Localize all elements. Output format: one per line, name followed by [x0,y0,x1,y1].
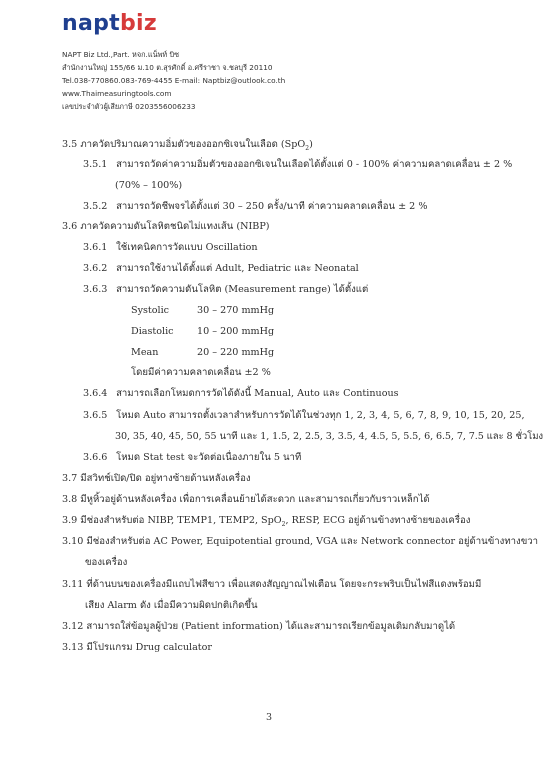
section-continuation: ของเครื่อง [85,557,128,568]
company-tax-id: เลขประจำตัวผู้เสียภาษี 0203556006233 [62,102,196,111]
section-heading: ภาควัดความดันโลหิตชนิดไม่แทงเส้น (NIBP) [80,221,270,232]
item-text: สามารถวัดความดันโลหิต (Measurement range) ได้ตั้งแต่ [116,284,369,295]
spec-section-3-5: 3.5 ภาควัดปริมาณความอิ่มตัวของออกซิเจนในเลือด (SpO$_2$) [62,139,313,152]
range-label-mean: Mean [131,347,159,358]
range-label-diastolic: Diastolic [131,326,174,337]
company-website: www.Thaimeasuringtools.com [62,89,172,98]
item-text: สามารถวัดค่าความอิ่มตัวของออกซิเจนในเลือดได้ตั้งแต่ 0 - 100% ค่าความคลาดเคลื่อน ± 2 % [116,159,513,170]
spec-item-3-6-3 [83,285,368,295]
item-text: สามารถเลือกโหมดการวัดได้ดังนี้ Manual, Auto และ Continuous [116,388,399,399]
spec-item-3-6-5 [83,411,525,421]
item-number: 3.6.4 [83,388,108,399]
range-value-systolic: 30 – 270 mmHg [197,305,275,316]
spec-item-3-6-4 [83,389,399,399]
item-text: ใช้เทคนิคการวัดแบบ Oscillation [116,242,258,253]
item-continuation: 30, 35, 40, 45, 50, 55 นาที และ 1, 1.5, 2, 2.5, 3, 3.5, 4, 4.5, 5, 5.5, 6, 6.5, 7, 7.5 และ 8 ชั่วโมง [115,431,544,442]
subscript: 2 [305,144,310,152]
item-continuation: (70% – 100%) [115,180,183,191]
range-value-diastolic: 10 – 200 mmHg [197,326,275,337]
spec-section-3-6 [62,222,270,232]
section-number: 3.5 [62,139,78,150]
tolerance-note: โดยมีค่าความคลาดเคลื่อน ±2 % [131,367,271,378]
item-number: 3.6.5 [83,410,108,421]
spec-section-3-12: 3.12 สามารถใส่ข้อมูลผู้ป่วย (Patient information) ได้และสามารถเรียกข้อมูลเดิมกลับมาดูได้ [62,621,456,632]
section-number: 3.6 [62,221,78,232]
spec-section-3-11: 3.11 ที่ด้านบนของเครื่องมีแถบไฟสีขาว เพื่อแสดงสัญญาณไฟเตือน โดยจะกระพริบเป็นไฟสีแดงพร้อมมี [62,579,482,590]
spec-item-3-6-1 [83,243,258,253]
section-continuation: เสียง Alarm ดัง เมื่อมีความผิดปกติเกิดขึ้น [85,600,258,611]
spec-section-3-10: 3.10 มีช่องสำหรับต่อ AC Power, Equipotential ground, VGA และ Network connector อยู่ด้านข้างทางขวา [62,536,539,547]
page-number: 3 [266,712,273,723]
range-value-mean: 20 – 220 mmHg [197,347,275,358]
spec-section-3-9: 3.9 มีช่องสำหรับต่อ NIBP, TEMP1, TEMP2, SpO$_2$, RESP, ECG อยู่ด้านข้างทางซ้ายของเครื่อง [62,515,471,528]
spec-item-3-5-2 [83,202,427,212]
company-address: สำนักงานใหญ่ 155/66 ม.10 ต.สุรศักดิ์ อ.ศรีราชา จ.ชลบุรี 20110 [62,63,273,72]
company-name: NAPT Biz Ltd.,Part. หจก.แน็พท์ บิซ [62,50,180,59]
spec-item-3-6-2 [83,264,359,274]
item-text: โหมด Auto สามารถตั้งเวลาสำหรับการวัดได้ในช่วงทุก 1, 2, 3, 4, 5, 6, 7, 8, 9, 10, 15, 20, 25, [116,410,525,421]
spec-item-3-5-1 [83,160,512,170]
item-text: โหมด Stat test จะวัดต่อเนื่องภายใน 5 นาที [116,452,302,463]
section-heading: ภาควัดปริมาณความอิ่มตัวของออกซิเจนในเลือด (SpO [80,139,306,150]
item-text: สามารถวัดชีพจรได้ตั้งแต่ 30 – 250 ครั้ง/นาที ค่าความคลาดเคลื่อน ± 2 % [116,201,428,212]
item-number: 3.6.1 [83,242,108,253]
spec-item-3-6-6 [83,453,301,463]
spec-section-3-8: 3.8 มีหูหิ้วอยู่ด้านหลังเครื่อง เพื่อการเคลื่อนย้ายได้สะดวก และสามารถเกี่ยวกับราวเหล็กได้ [62,494,430,505]
company-logo: naptbiz [62,11,157,36]
company-contact: Tel.038-770860.083-769-4455 E-mail: Naptbiz@outlook.co.th [62,76,286,85]
item-number: 3.6.2 [83,263,108,274]
item-number: 3.6.3 [83,284,108,295]
range-label-systolic: Systolic [131,305,170,316]
spec-section-3-13: 3.13 มีโปรแกรม Drug calculator [62,642,213,653]
subscript: 2 [281,520,286,528]
item-number: 3.5.1 [83,159,108,170]
spec-section-3-7: 3.7 มีสวิทช์เปิด/ปิด อยู่ทางซ้ายด้านหลังเครื่อง [62,473,251,484]
item-number: 3.6.6 [83,452,108,463]
item-number: 3.5.2 [83,201,108,212]
item-text: สามารถใช้งานได้ตั้งแต่ Adult, Pediatric และ Neonatal [116,263,359,274]
